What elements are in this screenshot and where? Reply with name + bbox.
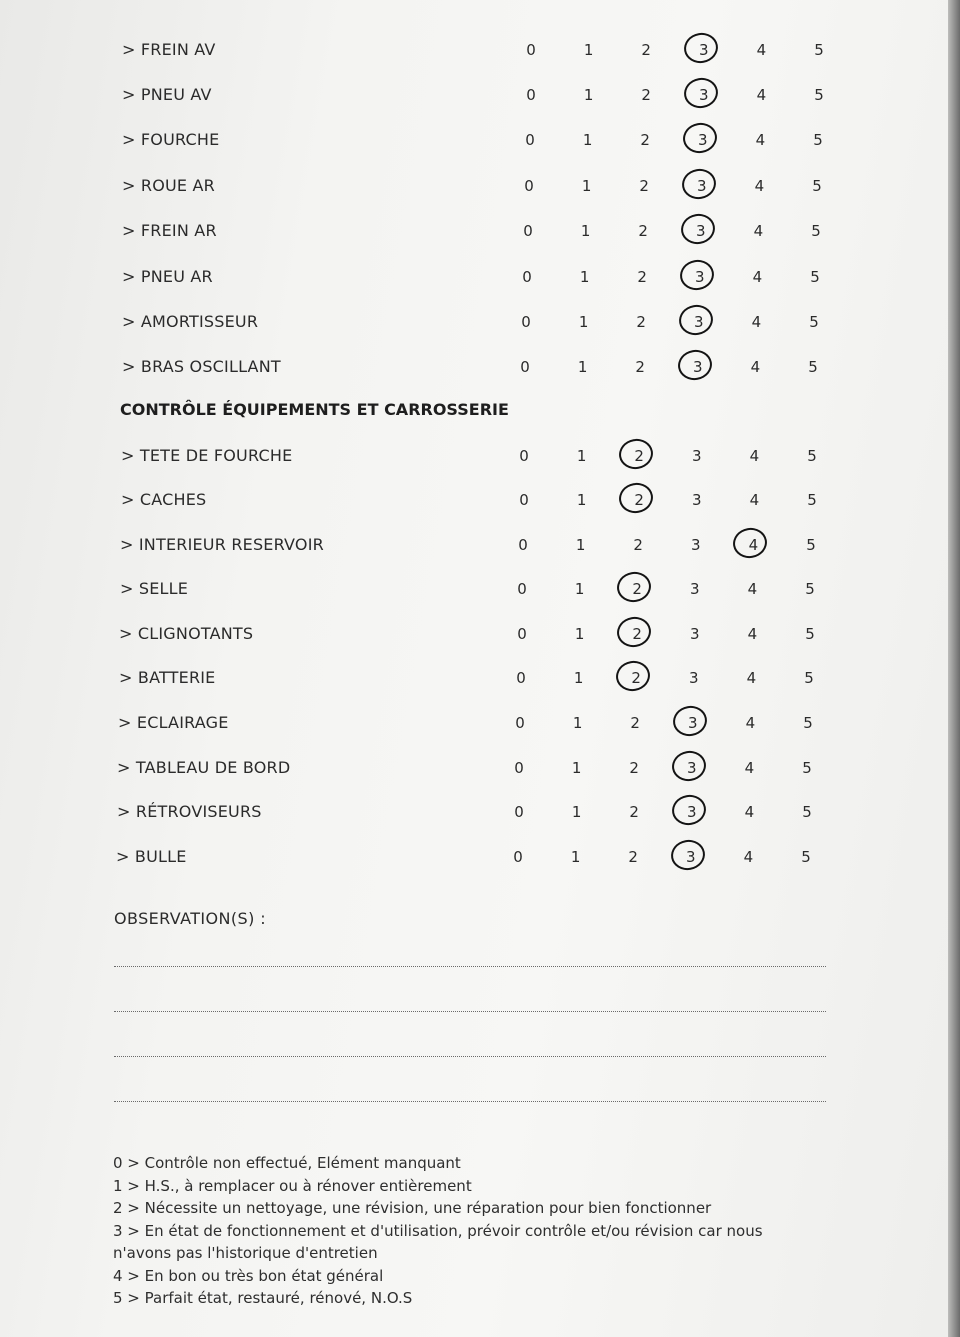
rating-row-label: > PNEU AV [122,85,212,104]
score-option-2[interactable]: 2 [627,580,647,598]
score-option-1[interactable]: 1 [571,803,582,821]
score-option-3[interactable]: 3 [693,131,713,149]
score-option-0[interactable]: 0 [518,536,528,554]
rating-row [0,81,948,111]
score-option-4[interactable]: 4 [756,41,767,59]
score-option-0[interactable]: 0 [517,580,527,598]
score-option-5[interactable]: 5 [804,669,814,687]
score-option-2[interactable]: 2 [641,86,651,104]
rating-row [0,126,948,156]
score-option-5[interactable]: 5 [814,41,824,59]
score-option-5[interactable]: 5 [805,625,815,643]
score-option-5[interactable]: 5 [809,313,819,331]
score-option-1[interactable]: 1 [581,177,592,195]
score-option-4[interactable]: 4 [743,536,763,554]
score-option-3[interactable]: 3 [692,447,702,465]
score-option-4[interactable]: 4 [751,313,762,331]
score-option-3[interactable]: 3 [691,222,711,240]
section-title: CONTRÔLE ÉQUIPEMENTS ET CARROSSERIE [120,400,509,419]
observations-title: OBSERVATION(S) : [114,909,266,928]
selected-circle-mark [669,792,708,827]
rating-row-label: > BRAS OSCILLANT [122,357,281,376]
score-option-1[interactable]: 1 [580,222,591,240]
score-option-3[interactable]: 3 [688,358,708,376]
selected-circle-mark [670,703,709,738]
score-option-2[interactable]: 2 [629,803,639,821]
score-option-3[interactable]: 3 [694,86,714,104]
score-option-4[interactable]: 4 [749,491,760,509]
score-option-2[interactable]: 2 [628,848,638,866]
score-option-2[interactable]: 2 [639,177,649,195]
rating-row [0,575,948,605]
rating-row [0,308,948,338]
observation-line [114,1101,826,1102]
selected-circle-mark [680,120,719,155]
rating-legend [113,1152,823,1310]
score-option-2[interactable]: 2 [641,41,651,59]
selected-circle-mark [681,75,720,110]
rating-row [0,353,948,383]
selected-circle-mark [614,658,653,693]
selected-circle-mark [617,436,656,471]
legend-item: 4 > En bon ou très bon état général [113,1266,384,1285]
legend-item: 1 > H.S., à remplacer ou à rénover entièrement [113,1176,472,1195]
score-option-4[interactable]: 4 [756,86,767,104]
selected-circle-mark [669,748,708,783]
score-option-1[interactable]: 1 [577,358,588,376]
rating-row [0,217,948,247]
score-option-5[interactable]: 5 [802,803,812,821]
score-option-4[interactable]: 4 [752,268,763,286]
selected-circle-mark [676,302,715,337]
score-option-1[interactable]: 1 [572,714,583,732]
score-option-4[interactable]: 4 [747,625,758,643]
score-option-5[interactable]: 5 [801,848,811,866]
score-option-4[interactable]: 4 [755,131,766,149]
rating-row-label: > TABLEAU DE BORD [117,758,291,777]
score-option-3[interactable]: 3 [689,669,699,687]
score-option-1[interactable]: 1 [579,268,590,286]
score-option-2[interactable]: 2 [629,491,649,509]
legend-item: 5 > Parfait état, restauré, rénové, N.O.S [113,1289,413,1307]
selected-circle-mark [679,166,718,201]
score-option-0[interactable]: 0 [519,491,529,509]
score-option-3[interactable]: 3 [681,848,701,866]
score-option-2[interactable]: 2 [629,759,639,777]
selected-circle-mark [677,257,716,292]
score-option-2[interactable]: 2 [636,313,646,331]
score-option-1[interactable]: 1 [575,536,586,554]
rating-row-label: > FOURCHE [122,130,220,149]
score-option-0[interactable]: 0 [516,669,526,687]
selected-circle-mark [678,211,717,246]
rating-row [0,531,948,561]
score-option-5[interactable]: 5 [807,447,817,465]
rating-row-label: > INTERIEUR RESERVOIR [120,535,324,554]
rating-row [0,798,948,828]
score-option-4[interactable]: 4 [744,759,755,777]
score-option-1[interactable]: 1 [570,848,581,866]
score-option-1[interactable]: 1 [582,131,593,149]
score-option-1[interactable]: 1 [583,86,594,104]
score-option-0[interactable]: 0 [513,848,523,866]
score-option-3[interactable]: 3 [683,714,703,732]
score-option-4[interactable]: 4 [750,358,761,376]
page-edge-shadow [948,0,960,1337]
rating-row-label: > FREIN AV [122,40,216,59]
score-option-2[interactable]: 2 [637,268,647,286]
score-option-3[interactable]: 3 [692,177,712,195]
rating-row-label: > FREIN AR [122,221,217,240]
score-option-2[interactable]: 2 [626,669,646,687]
rating-row-label: > CACHES [121,490,207,509]
score-option-1[interactable]: 1 [583,41,594,59]
score-option-3[interactable]: 3 [690,625,700,643]
score-option-4[interactable]: 4 [745,714,756,732]
legend-item: 0 > Contrôle non effectué, Elément manquant [113,1154,461,1172]
score-option-0[interactable]: 0 [517,625,527,643]
score-option-3[interactable]: 3 [692,491,702,509]
score-option-0[interactable]: 0 [526,86,536,104]
selected-circle-mark [731,525,770,560]
score-option-5[interactable]: 5 [806,536,816,554]
rating-row-label: > AMORTISSEUR [122,312,259,331]
score-option-3[interactable]: 3 [682,803,702,821]
score-option-2[interactable]: 2 [635,358,645,376]
rating-row [0,754,948,784]
score-option-0[interactable]: 0 [515,714,525,732]
observation-line [114,1056,826,1057]
legend-item: 2 > Nécessite un nettoyage, une révision, une réparation pour bien fonctionner [113,1199,712,1217]
score-option-5[interactable]: 5 [808,358,818,376]
rating-row-label: > ECLAIRAGE [118,713,229,732]
rating-row-label: > ROUE AR [122,176,215,195]
rating-row-label: > BULLE [116,847,187,866]
score-option-0[interactable]: 0 [525,131,535,149]
selected-circle-mark [675,347,714,382]
score-option-0[interactable]: 0 [526,41,536,59]
score-option-0[interactable]: 0 [514,759,524,777]
rating-row [0,664,948,694]
score-option-5[interactable]: 5 [803,714,813,732]
rating-row [0,486,948,516]
score-option-4[interactable]: 4 [747,580,758,598]
score-option-4[interactable]: 4 [749,447,760,465]
score-option-2[interactable]: 2 [638,222,648,240]
score-option-1[interactable]: 1 [574,580,585,598]
score-option-2[interactable]: 2 [633,536,643,554]
score-option-1[interactable]: 1 [571,759,582,777]
score-option-4[interactable]: 4 [746,669,757,687]
rating-row [0,620,948,650]
score-option-0[interactable]: 0 [519,447,529,465]
rating-row-label: > BATTERIE [119,668,216,687]
score-option-1[interactable]: 1 [573,669,584,687]
score-option-3[interactable]: 3 [694,41,714,59]
score-option-1[interactable]: 1 [576,491,587,509]
selected-circle-mark [681,30,720,65]
rating-row [0,36,948,66]
score-option-5[interactable]: 5 [807,491,817,509]
score-option-5[interactable]: 5 [813,131,823,149]
score-option-3[interactable]: 3 [691,536,701,554]
legend-item: 3 > En état de fonctionnement et d'utilisation, prévoir contrôle et/ou révision car nous n'avons pas l'historique d'entretien [113,1221,763,1262]
score-option-1[interactable]: 1 [574,625,585,643]
rating-row [0,263,948,293]
score-option-4[interactable]: 4 [753,222,764,240]
score-option-0[interactable]: 0 [520,358,530,376]
score-option-5[interactable]: 5 [810,268,820,286]
score-option-2[interactable]: 2 [627,625,647,643]
score-option-4[interactable]: 4 [754,177,765,195]
score-option-0[interactable]: 0 [514,803,524,821]
score-option-5[interactable]: 5 [811,222,821,240]
score-option-2[interactable]: 2 [629,447,649,465]
rating-row [0,172,948,202]
score-option-0[interactable]: 0 [522,268,532,286]
score-option-0[interactable]: 0 [521,313,531,331]
selected-circle-mark [668,837,707,872]
rating-row-label: > SELLE [120,579,189,598]
score-option-0[interactable]: 0 [523,222,533,240]
score-option-2[interactable]: 2 [630,714,640,732]
score-option-0[interactable]: 0 [524,177,534,195]
score-option-3[interactable]: 3 [682,759,702,777]
score-option-1[interactable]: 1 [576,447,587,465]
rating-row [0,709,948,739]
score-option-5[interactable]: 5 [805,580,815,598]
score-option-5[interactable]: 5 [802,759,812,777]
rating-row [0,442,948,472]
rating-row-label: > PNEU AR [122,267,213,286]
score-option-3[interactable]: 3 [690,580,700,598]
score-option-3[interactable]: 3 [690,268,710,286]
observation-line [114,1011,826,1012]
observation-line [114,966,826,967]
score-option-5[interactable]: 5 [812,177,822,195]
score-option-4[interactable]: 4 [744,803,755,821]
selected-circle-mark [615,569,654,604]
rating-row [0,843,948,873]
score-option-1[interactable]: 1 [578,313,589,331]
selected-circle-mark [615,614,654,649]
score-option-2[interactable]: 2 [640,131,650,149]
rating-row-label: > TETE DE FOURCHE [121,446,293,465]
rating-row-label: > CLIGNOTANTS [119,624,254,643]
score-option-3[interactable]: 3 [689,313,709,331]
score-option-4[interactable]: 4 [743,848,754,866]
score-option-5[interactable]: 5 [814,86,824,104]
selected-circle-mark [617,480,656,515]
rating-row-label: > RÉTROVISEURS [117,802,262,821]
